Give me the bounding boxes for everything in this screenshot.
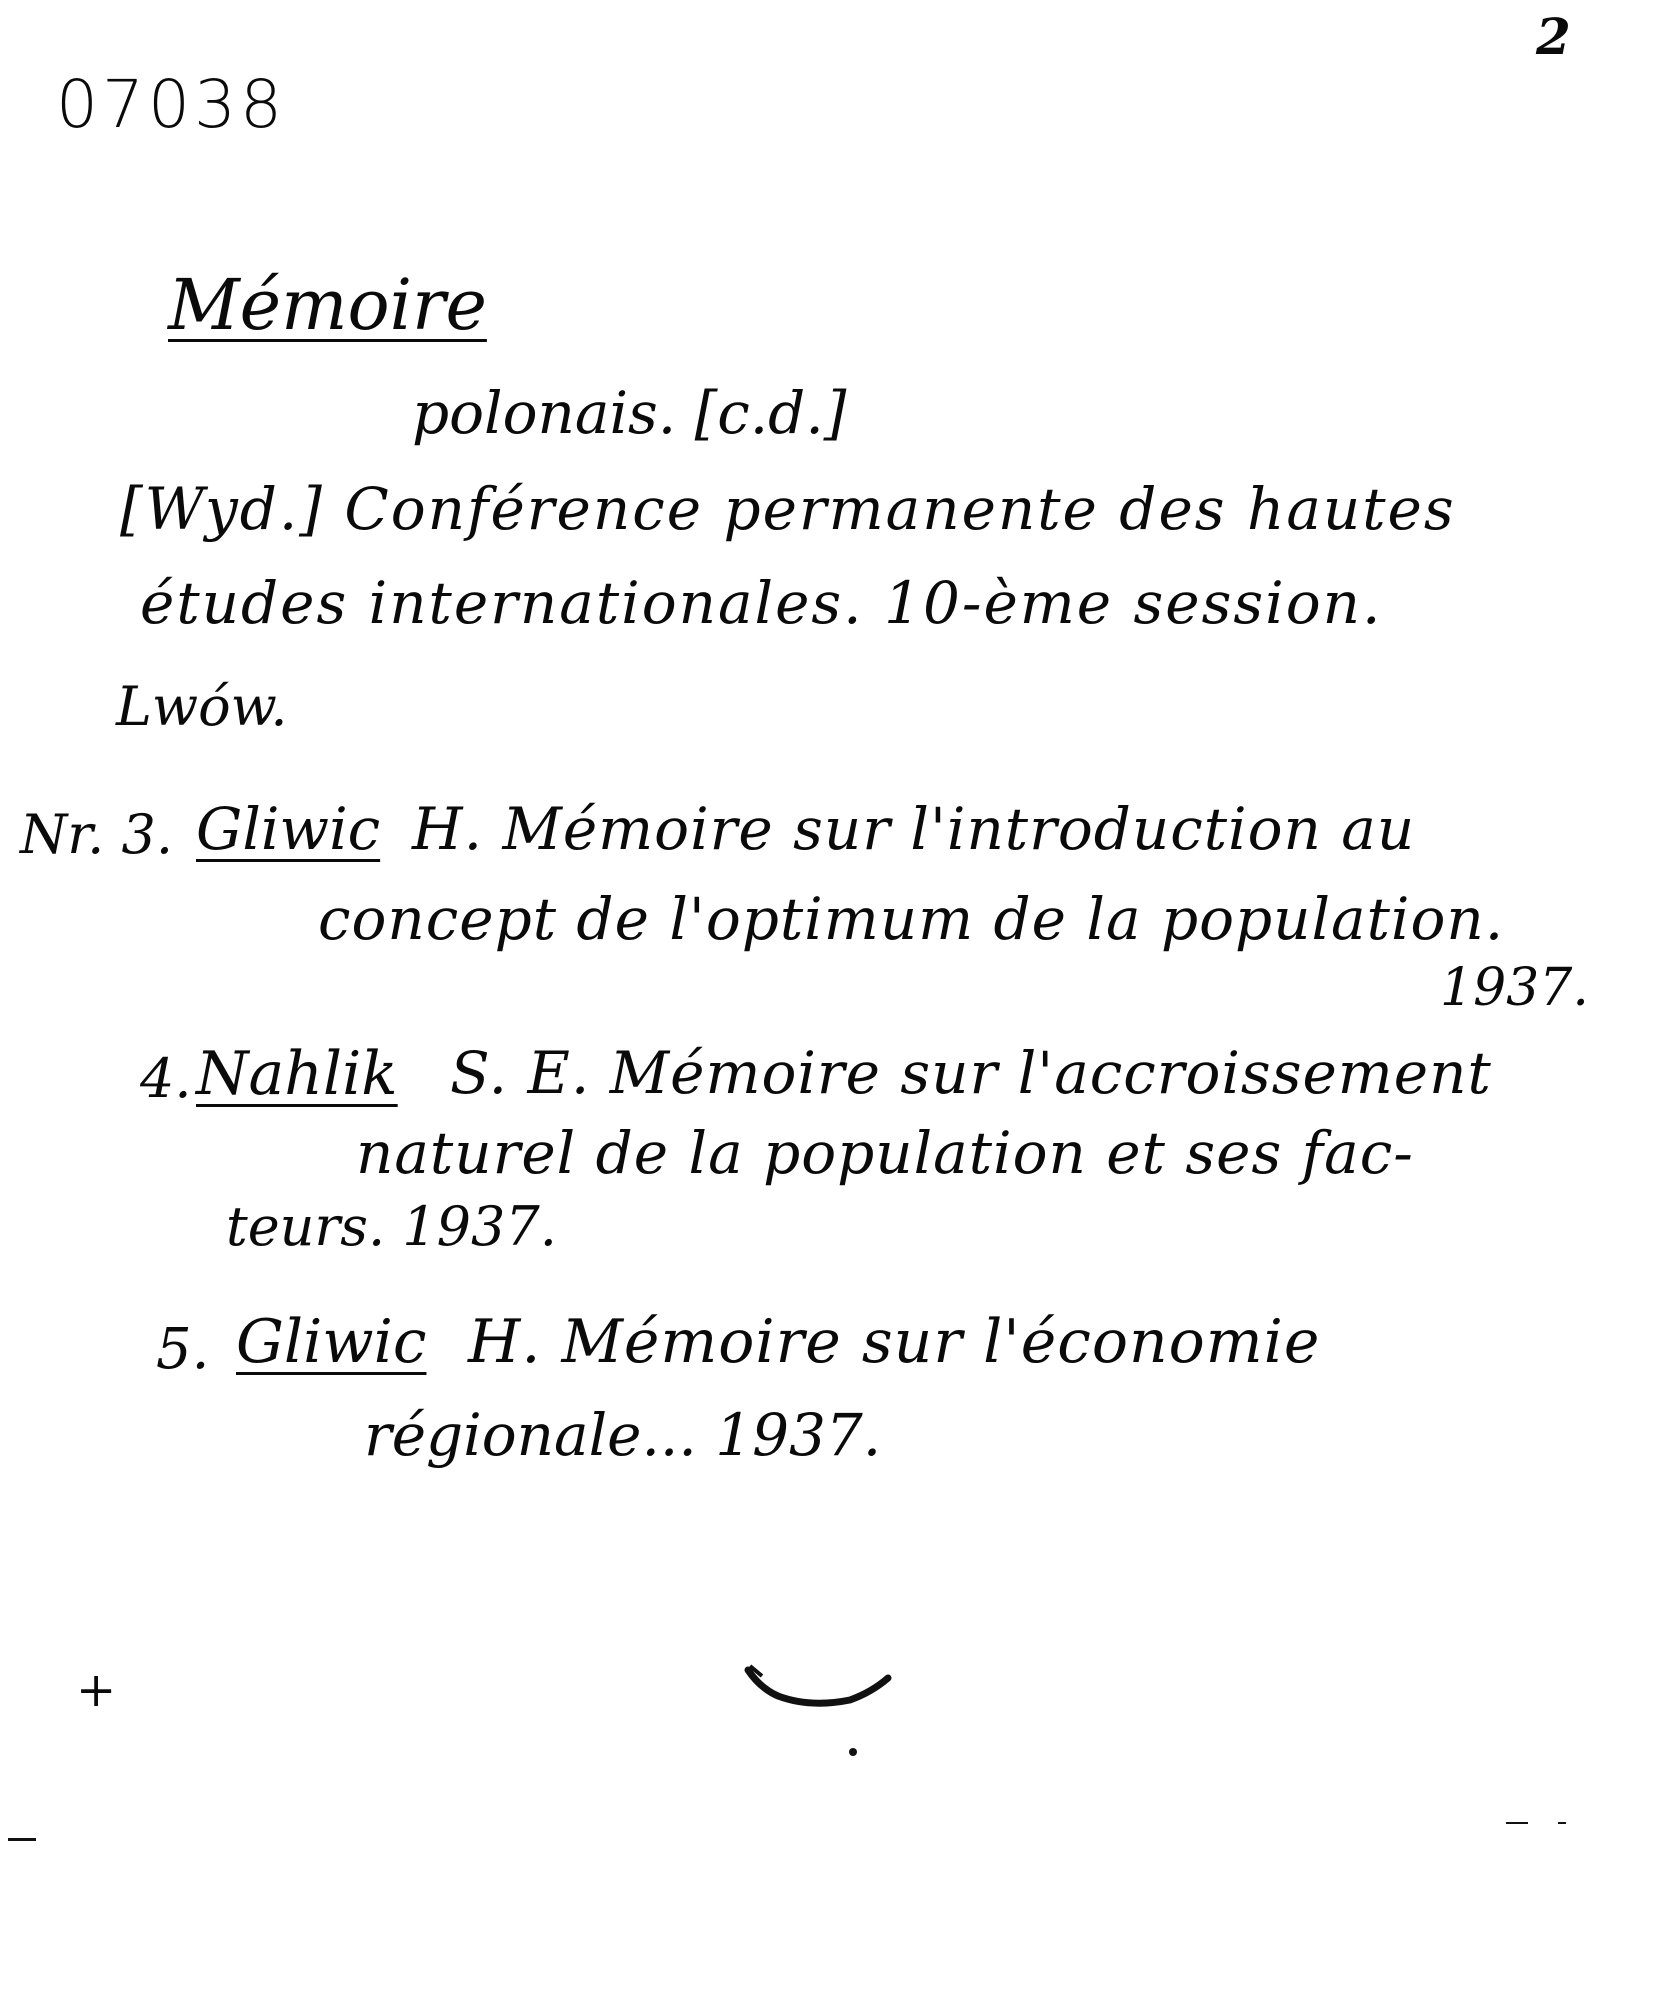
entry-author: Nahlik [196,1039,398,1109]
entry-title-line-1: H. Mémoire sur l'introduction au [412,795,1416,863]
scan-speck [1506,1822,1528,1824]
heading: Mémoire [168,264,487,346]
entry-title-line-2: régionale... 1937. [364,1401,882,1469]
entry-number: 4. [140,1047,192,1110]
entry-number: Nr. 3. [20,803,173,866]
page-number: 2 [1536,7,1571,66]
scan-speck [1558,1822,1566,1824]
entry-author: Gliwic [236,1307,427,1377]
catalog-number: 07038 [56,66,286,143]
margin-mark: + [76,1662,117,1718]
ink-smudge-decoration [740,1660,900,1760]
publisher-line-1: [Wyd.] Conférence permanente des hautes [120,475,1456,543]
subheading: polonais. [c.d.] [412,379,847,447]
entry-author: Gliwic [196,795,381,863]
place: Lwów. [116,675,288,738]
entry-title-line-1: S. E. Mémoire sur l'accroissement [450,1039,1492,1107]
entry-title-line-3: teurs. 1937. [226,1195,557,1258]
publisher-line-2: études internationales. 10-ème session. [140,569,1383,637]
entry-title-line-2: concept de l'optimum de la population. [318,885,1505,953]
entry-title-line-2: naturel de la population et ses fac- [356,1119,1414,1187]
entry-year: 1937. [1440,958,1589,1018]
scan-speck [8,1838,36,1841]
entry-number: 5. [156,1317,210,1382]
entry-title-line-1: H. Mémoire sur l'économie [468,1307,1321,1377]
